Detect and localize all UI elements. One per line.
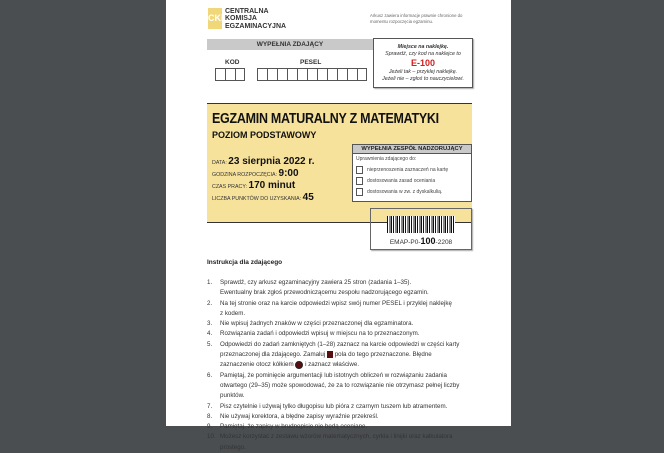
org-name xyxy=(225,8,286,30)
candidate-section-header: WYPEŁNIA ZDAJĄCY xyxy=(207,39,373,50)
item-line: Możesz korzystać z zestawu wzorów matematycznych, cyrkla i linijki oraz kalkulatora xyxy=(220,433,453,441)
item-text xyxy=(220,412,379,422)
circled-square-icon xyxy=(295,361,303,369)
instruction-item xyxy=(207,422,492,432)
item-text xyxy=(220,299,452,320)
date-label: DATA: xyxy=(212,160,227,166)
item-text xyxy=(220,422,367,432)
item-line: Odpowiedzi do zadań zamkniętych (1–28) zaznacz na karcie odpowiedzi w części karty xyxy=(220,340,460,348)
option-row[interactable] xyxy=(353,186,471,197)
duration-value: 170 minut xyxy=(248,180,296,191)
pesel-boxes[interactable] xyxy=(257,68,367,81)
points-label: LICZBA PUNKTÓW DO UZYSKANIA: xyxy=(212,196,302,202)
sticker-title: Miejsce na naklejkę. xyxy=(397,44,449,50)
item-line: Pisz czytelnie i używaj tylko długopisu lub pióra z czarnym tuszem lub atramentem. xyxy=(220,402,448,410)
barcode-text xyxy=(371,236,471,246)
instruction-item xyxy=(207,329,492,339)
exam-date xyxy=(212,156,314,167)
option-label: dostosowania w zw. z dyskalkulią. xyxy=(367,188,443,195)
exam-start xyxy=(212,168,299,179)
exam-level: POZIOM PODSTAWOWY xyxy=(212,130,317,140)
item-line: prostego. xyxy=(220,443,246,451)
item-text-part: pola do tego przeznaczone. Błędne xyxy=(334,351,432,359)
item-line: Rozwiązania zadań i odpowiedzi wpisuj w miejscu na to przeznaczonym. xyxy=(220,330,420,338)
pesel-label: PESEL xyxy=(300,59,322,66)
barcode-number: 100 xyxy=(420,236,436,246)
sticker-area xyxy=(373,38,473,88)
instruction-item xyxy=(207,278,492,299)
exam-points xyxy=(212,192,314,203)
org-line: CENTRALNA xyxy=(225,8,269,15)
confidential-notice: Arkusz zawiera informacje prawnie chronione do momentu rozpoczęcia egzaminu. xyxy=(370,13,463,24)
barcode-label xyxy=(370,208,472,250)
sticker-text: Jeżeli nie – zgłoś to nauczycielowi. xyxy=(382,76,464,82)
barcode-prefix: EMAP-P0- xyxy=(389,239,421,246)
item-text xyxy=(220,319,413,329)
barcode-suffix: -2208 xyxy=(435,239,453,246)
item-line: punktów. xyxy=(220,392,245,400)
sticker-text: Jeżeli tak – przyklej naklejkę. xyxy=(388,69,458,75)
instruction-item xyxy=(207,340,492,371)
instruction-item xyxy=(207,412,492,422)
item-text xyxy=(220,340,459,371)
supervisors-header: WYPEŁNIA ZESPÓŁ NADZORUJĄCY xyxy=(353,145,471,154)
filled-square-icon xyxy=(327,351,333,358)
item-number: 1. xyxy=(207,279,213,286)
option-label: dostosowania zasad oceniania xyxy=(367,177,436,184)
sticker-text: Sprawdź, czy kod na naklejce to xyxy=(385,51,461,57)
item-number: 7. xyxy=(207,402,213,410)
supervisors-intro: Uprawnienia zdającego do: xyxy=(356,156,417,162)
item-line: Ewentualny brak zgłoś przewodniczącemu zespołu nadzorującego egzamin. xyxy=(220,289,429,297)
instruction-item xyxy=(207,319,492,329)
item-line: otwartego (29–35) może spowodować, że za to rozwiązanie nie otrzymasz pełnej liczby xyxy=(220,381,460,389)
item-line: Na tej stronie oraz na karcie odpowiedzi wpisz swój numer PESEL i przyklej naklejkę xyxy=(220,299,452,307)
supervisors-box xyxy=(352,144,472,202)
item-text xyxy=(220,432,452,453)
checkbox[interactable] xyxy=(356,177,363,185)
item-number: 10. xyxy=(207,433,216,441)
item-text-part: i zaznacz właściwe. xyxy=(305,361,360,369)
item-line: Pamiętaj, że zapisy w brudnopisie nie będą oceniane. xyxy=(220,423,368,431)
item-line: Nie używaj korektora, a błędne zapisy wyraźnie przekreśl. xyxy=(220,412,379,420)
org-line: EGZAMINACYJNA xyxy=(225,22,287,30)
item-text xyxy=(220,371,459,402)
start-label: GODZINA ROZPOCZĘCIA: xyxy=(212,172,278,178)
item-number: 2. xyxy=(207,299,213,307)
item-line: Sprawdź, czy arkusz egzaminacyjny zawiera 25 stron (zadania 1–35). xyxy=(220,279,412,286)
checkbox[interactable] xyxy=(356,166,363,174)
instructions-heading: Instrukcja dla zdającego xyxy=(207,259,283,266)
instruction-item xyxy=(207,432,492,453)
start-value: 9:00 xyxy=(278,168,299,179)
instruction-item xyxy=(207,299,492,320)
item-number: 3. xyxy=(207,320,213,328)
item-text-part: zaznaczenie otocz kółkiem xyxy=(220,361,294,369)
sticker-code: E-100 xyxy=(410,58,436,68)
option-row[interactable] xyxy=(353,164,471,175)
option-row[interactable] xyxy=(353,175,471,186)
kod-boxes[interactable] xyxy=(215,68,245,81)
exam-duration xyxy=(212,180,295,191)
instruction-item xyxy=(207,371,492,402)
exam-page xyxy=(166,0,511,451)
item-text-part: przeznaczonej dla zdającego. Zamaluj xyxy=(220,351,326,359)
checkbox[interactable] xyxy=(356,188,363,196)
item-line xyxy=(220,350,459,360)
item-text xyxy=(220,402,447,412)
barcode-icon xyxy=(387,216,455,233)
exam-info-panel xyxy=(207,103,472,223)
instructions-list xyxy=(207,278,492,453)
item-text xyxy=(220,278,429,299)
item-number: 5. xyxy=(207,340,213,348)
org-line: KOMISJA xyxy=(225,15,257,23)
item-number: 9. xyxy=(207,423,213,431)
option-label: nieprzenoszenia zaznaczeń na kartę xyxy=(367,166,449,173)
cke-logo: CKE xyxy=(208,8,222,29)
instruction-item xyxy=(207,402,492,412)
kod-label: KOD xyxy=(225,59,240,66)
item-line xyxy=(220,360,459,370)
item-number: 8. xyxy=(207,412,213,420)
item-line: Pamiętaj, że pominięcie argumentacji lub istotnych obliczeń w rozwiązaniu zadania xyxy=(220,371,447,379)
exam-title: EGZAMIN MATURALNY Z MATEMATYKI xyxy=(212,111,439,127)
date-value: 23 sierpnia 2022 r. xyxy=(228,156,315,167)
duration-label: CZAS PRACY: xyxy=(212,184,248,190)
item-number: 4. xyxy=(207,330,213,338)
item-line: z kodem. xyxy=(220,309,246,317)
item-text xyxy=(220,329,419,339)
item-line: Nie wpisuj żadnych znaków w części przeznaczonej dla egzaminatora. xyxy=(220,320,414,328)
item-number: 6. xyxy=(207,371,213,379)
points-value: 45 xyxy=(302,192,314,203)
